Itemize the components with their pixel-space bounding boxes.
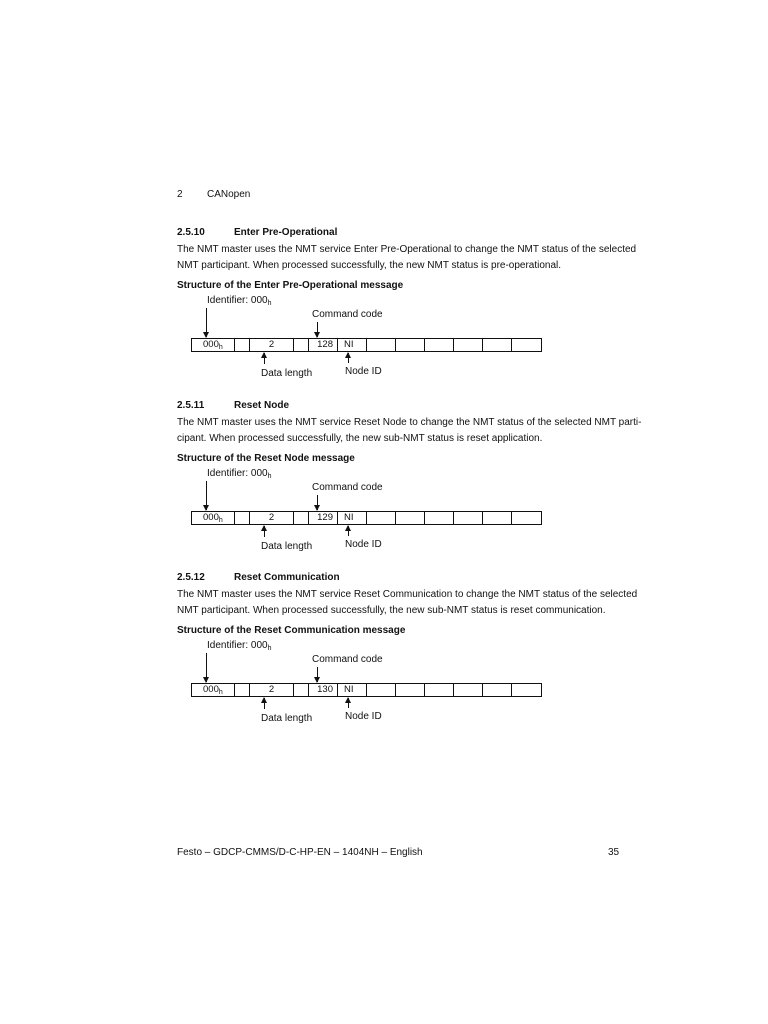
data-byte-cell — [396, 339, 425, 351]
section-body-line: NMT participant. When processed successfully, the new NMT status is pre-operational. — [177, 260, 562, 271]
arrow-down-icon — [206, 481, 207, 510]
identifier-label: Identifier: $000_h$ — [207, 468, 272, 480]
section-heading — [177, 227, 627, 241]
identifier-cell: $000_h$ — [192, 339, 235, 351]
section-body-line: The NMT master uses the NMT service Reset Node to change the NMT status of the selected NMT parti- — [177, 417, 642, 428]
arrow-down-icon — [317, 495, 318, 510]
arrow-up-icon — [348, 526, 349, 536]
frame-cell — [294, 684, 309, 696]
data-byte-cell — [454, 339, 483, 351]
section-title: Enter Pre-Operational — [234, 227, 338, 238]
node-id-label: Node ID — [345, 711, 382, 722]
identifier-cell: $000_h$ — [192, 512, 235, 524]
data-byte-cell — [483, 684, 512, 696]
data-length-label: Data length — [261, 368, 313, 379]
identifier-label: Identifier: $000_h$ — [207, 295, 272, 307]
can-frame — [191, 511, 542, 525]
data-length-cell: 2 — [250, 339, 294, 351]
section-number: 2.5.12 — [177, 572, 205, 583]
section-body-line: The NMT master uses the NMT service Reset Communication to change the NMT status of the selected — [177, 589, 638, 600]
data-byte-cell — [396, 512, 425, 524]
data-byte-cell — [512, 339, 541, 351]
command-code-label: Command code — [312, 654, 383, 665]
node-id-cell: NI — [338, 512, 367, 524]
frame-cell — [294, 339, 309, 351]
can-frame — [191, 683, 542, 697]
section-body-line: NMT participant. When processed successfully, the new sub-NMT status is reset communication. — [177, 605, 606, 616]
node-id-cell: NI — [338, 339, 367, 351]
arrow-up-icon — [264, 353, 265, 364]
data-length-cell: 2 — [250, 512, 294, 524]
data-length-cell: 2 — [250, 684, 294, 696]
data-byte-cell — [483, 339, 512, 351]
identifier-label: Identifier: $000_h$ — [207, 640, 272, 652]
message-structure-diagram — [177, 295, 627, 387]
section-heading — [177, 572, 627, 586]
section-number: 2.5.10 — [177, 227, 205, 238]
data-byte-cell — [425, 684, 454, 696]
node-id-cell: NI — [338, 684, 367, 696]
command-code-cell: 130 — [309, 684, 338, 696]
arrow-up-icon — [264, 698, 265, 709]
frame-cell — [235, 512, 250, 524]
arrow-down-icon — [206, 653, 207, 682]
can-frame — [191, 338, 542, 352]
message-structure-diagram — [177, 640, 627, 732]
data-byte-cell — [425, 512, 454, 524]
command-code-label: Command code — [312, 309, 383, 320]
arrow-down-icon — [317, 667, 318, 682]
section-body-line: The NMT master uses the NMT service Enter Pre-Operational to change the NMT status of the selected — [177, 244, 637, 255]
data-byte-cell — [454, 684, 483, 696]
section-heading — [177, 400, 627, 414]
footer-document-id: Festo – GDCP-CMMS/D-C-HP-EN – 1404NH – English — [177, 847, 423, 858]
section-title: Reset Node — [234, 400, 290, 411]
command-code-cell: 128 — [309, 339, 338, 351]
footer-page-number: 35 — [608, 847, 620, 858]
section-body-line: cipant. When processed successfully, the new sub-NMT status is reset application. — [177, 433, 543, 444]
data-byte-cell — [454, 512, 483, 524]
data-byte-cell — [367, 339, 396, 351]
data-length-label: Data length — [261, 713, 313, 724]
chapter-title: CANopen — [207, 189, 251, 200]
arrow-up-icon — [348, 698, 349, 708]
data-byte-cell — [396, 684, 425, 696]
section-enter-pre-operational — [177, 227, 637, 387]
arrow-up-icon — [264, 526, 265, 537]
structure-title: Structure of the Enter Pre-Operational message — [177, 280, 404, 291]
section-reset-communication — [177, 572, 638, 732]
data-byte-cell — [483, 512, 512, 524]
data-byte-cell — [512, 512, 541, 524]
arrow-up-icon — [348, 353, 349, 363]
frame-cell — [294, 512, 309, 524]
data-byte-cell — [512, 684, 541, 696]
arrow-down-icon — [206, 308, 207, 337]
chapter-number: 2 — [177, 189, 183, 200]
node-id-label: Node ID — [345, 539, 382, 550]
section-reset-node — [177, 400, 642, 560]
data-byte-cell — [367, 512, 396, 524]
data-length-label: Data length — [261, 541, 313, 552]
structure-title: Structure of the Reset Node message — [177, 453, 355, 464]
command-code-label: Command code — [312, 482, 383, 493]
message-structure-diagram — [177, 468, 627, 560]
frame-cell — [235, 339, 250, 351]
section-number: 2.5.11 — [177, 400, 205, 411]
data-byte-cell — [367, 684, 396, 696]
structure-title: Structure of the Reset Communication message — [177, 625, 406, 636]
node-id-label: Node ID — [345, 366, 382, 377]
identifier-cell: $000_h$ — [192, 684, 235, 696]
section-title: Reset Communication — [234, 572, 340, 583]
frame-cell — [235, 684, 250, 696]
command-code-cell: 129 — [309, 512, 338, 524]
data-byte-cell — [425, 339, 454, 351]
arrow-down-icon — [317, 322, 318, 337]
